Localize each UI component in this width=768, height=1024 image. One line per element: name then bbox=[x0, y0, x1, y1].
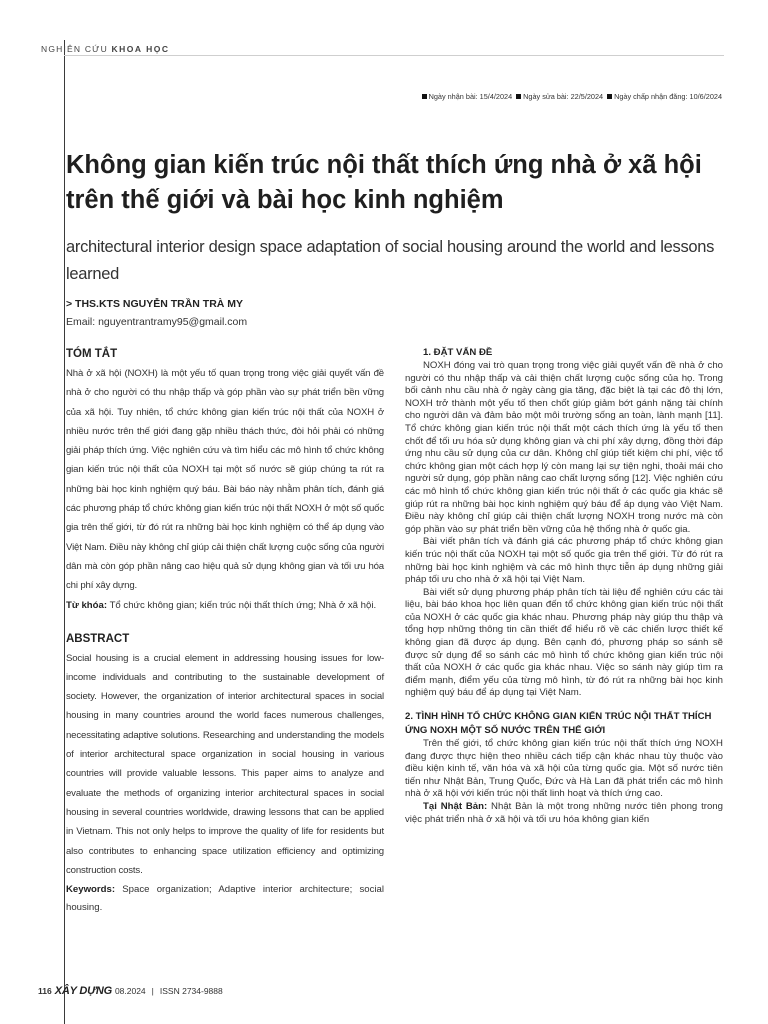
section-label-bold: KHOA HỌC bbox=[111, 44, 170, 54]
issn: ISSN 2734-9888 bbox=[159, 986, 223, 996]
right-column bbox=[405, 346, 723, 826]
header-rule bbox=[64, 55, 724, 56]
abstract-text: Social housing is a crucial element in addressing housing issues for low-income individuals and contributing to the sustainable development of society. However, the organization of interior architectural spaces in social housing in many countries around the world faces numerous challenges, necessitating adaptive solutions. Researching and understanding the models of interior architectural space organization in social housing in various countries will provide valuable lessons. This paper aims to analyze and evaluate the methods of organizing interior architectural spaces in social housing in several countries worldwide, drawing lessons that can be applied in Vietnam. This not only helps to improve the quality of life for residents but also contributes to enhancing space utilization efficiency and optimizing construction costs. bbox=[66, 652, 384, 876]
section-1-heading: 1. ĐẶT VẤN ĐỀ bbox=[423, 347, 493, 358]
section-2-paragraph bbox=[405, 801, 723, 826]
bullet-square-icon bbox=[607, 94, 612, 99]
section-1-paragraph: NOXH đóng vai trò quan trọng trong việc giải quyết vấn đề nhà ở cho người có thu nhập thấp và cải thiện chất lượng cuộc sống của họ. Trong bối cảnh nhu cầu nhà ở ngày càng gia tăng, đặc biệt là tại các đô thị lớn, NOXH trở thành một yếu tố then chốt giúp giảm bớt gánh nặng tài chính cho người dân và đảm bảo một môi trường sống an toàn, lành mạnh [11]. Tổ chức không gian kiến trúc nội thất một cách thích ứng là yếu tố then chốt để tối ưu hóa sử dụng không gian và chi phí xây dựng, đồng thời đáp ứng nhu cầu sử dụng của cư dân. Không chỉ giúp tiết kiệm chi phí, việc tổ chức không gian một cách hợp lý còn mang lại sự tiện nghi, thoải mái cho người sử dụng, góp phần nâng cao chất lượng sống [12]. Việc nghiên cứu các mô hình tổ chức không gian kiến trúc nội thất ở các quốc gia khác sẽ giúp rút ra những bài học kinh nghiệm quý báu để áp dụng vào Việt Nam. Điều này không chỉ giúp cải thiện chất lượng NOXH trong nước mà còn góp phần vào sự phát triển bền vững của hệ thống nhà ở quốc gia. bbox=[405, 360, 723, 535]
section-1-paragraph: Bài viết phân tích và đánh giá các phương pháp tổ chức không gian kiến trúc nội thất của NOXH tại một số quốc gia trên thế giới. Từ đó rút ra những bài học kinh nghiệm và các mô hình thực tiễn áp dụng những giải pháp tối ưu cho nhà ở xã hội tại Việt Nam. bbox=[405, 536, 723, 586]
article-title: Không gian kiến trúc nội thất thích ứng nhà ở xã hội trên thế giới và bài học kinh nghiệm bbox=[66, 151, 702, 214]
author-email: Email: nguyentrantramy95@gmail.com bbox=[66, 316, 248, 328]
keywords-vi bbox=[66, 597, 384, 615]
left-column bbox=[66, 348, 384, 917]
bullet-square-icon bbox=[516, 94, 521, 99]
keywords-vi-label: Từ khóa: bbox=[66, 599, 108, 611]
author-name: > THS.KTS NGUYỄN TRẦN TRÀ MY bbox=[66, 298, 244, 310]
margin-rule bbox=[64, 40, 65, 1024]
article-subtitle: architectural interior design space adaptation of social housing around the world and lessons learned bbox=[66, 238, 715, 283]
section-label bbox=[41, 44, 170, 54]
bullet-square-icon bbox=[422, 94, 427, 99]
section-label-light: NGHIÊN CỨU bbox=[41, 44, 108, 54]
summary-text: Nhà ở xã hội (NOXH) là một yếu tố quan trọng trong việc giải quyết vấn đề nhà ở cho người có thu nhập thấp và góp phần vào sự phát triển bền vững của xã hội. Tuy nhiên, tổ chức không gian kiến trúc nội thất của NOXH ở nhiều nước trên thế giới đang gặp nhiều thách thức, đòi hỏi phải có những giải pháp thích ứng. Việc nghiên cứu và tìm hiểu các mô hình tổ chức không gian kiến trúc nội thất của NOXH tại một số nước sẽ giúp chúng ta rút ra những bài học kinh nghiệm quý báu. Bài báo này nhằm phân tích, đánh giá các phương pháp tổ chức không gian kiến trúc nội thất NOXH ở một số quốc gia trên thế giới, từ đó rút ra những bài học kinh nghiệm có thể áp dụng vào Việt Nam. Điều này không chỉ giúp cải thiện chất lượng cuộc sống của người dân mà còn góp phần nâng cao hiệu quả sử dụng không gian và tối ưu hóa chi phí xây dựng. bbox=[66, 368, 384, 592]
page-number: 116 bbox=[38, 986, 52, 996]
section-1-paragraph: Bài viết sử dụng phương pháp phân tích tài liệu để nghiên cứu các tài liệu, bài báo khoa học liên quan đến tổ chức không gian kiến trúc nội thất của NOXH ở các quốc gia khác nhau. Phương pháp này giúp thu thập và tổng hợp những thông tin cần thiết để hiểu rõ về các chiến lược thiết kế không gian đã được áp dụng. Bên cạnh đó, phương pháp so sánh sẽ được sử dụng để so sánh các mô hình tổ chức không gian kiến trúc nội thất của NOXH ở các quốc gia khác nhau. Việc so sánh này giúp tìm ra điểm mạnh, điểm yếu của từng mô hình, từ đó rút ra những bài học kinh nghiệm quý báu để áp dụng tại Việt Nam. bbox=[405, 586, 723, 699]
date-accepted: Ngày chấp nhận đăng: 10/6/2024 bbox=[607, 92, 722, 101]
submission-dates bbox=[422, 92, 722, 101]
section-2-paragraph: Trên thế giới, tổ chức không gian kiến trúc nội thất thích ứng NOXH đang được thực hiện theo nhiều cách tiếp cận khác nhau tùy thuộc vào điều kiện kinh tế, văn hóa và xã hội của từng quốc gia. Một số nước tiên tiến như Nhật Bản, Trung Quốc, Đức và Hà Lan đã phát triển các mô hình nhà ở xã hội với kiến trúc nội thất linh hoạt và thích ứng cao. bbox=[405, 738, 723, 800]
magazine-logo: XÂY DỰNG bbox=[54, 985, 112, 997]
keywords-en bbox=[66, 881, 384, 917]
summary-heading: TÓM TẮT bbox=[66, 348, 118, 360]
keywords-en-label: Keywords: bbox=[66, 884, 116, 896]
japan-label: Tại Nhật Bản: bbox=[423, 801, 488, 812]
abstract-block bbox=[66, 633, 384, 918]
section-2-heading: 2. TÌNH HÌNH TỔ CHỨC KHÔNG GIAN KIẾN TRÚC NỘI THẤT THÍCH ỨNG NOXH MỘT SỐ NƯỚC TRÊN THẾ GIỚI bbox=[405, 711, 712, 737]
footer-separator: | bbox=[151, 986, 154, 996]
date-revised: Ngày sửa bài: 22/5/2024 bbox=[516, 92, 603, 101]
keywords-en-text: Space organization; Adaptive interior architecture; social housing. bbox=[66, 884, 384, 914]
keywords-vi-text: Tổ chức không gian; kiến trúc nội thất thích ứng; Nhà ở xã hội. bbox=[109, 599, 377, 611]
page-footer bbox=[38, 985, 223, 997]
issue-date: 08.2024 bbox=[114, 986, 146, 996]
date-received: Ngày nhận bài: 15/4/2024 bbox=[422, 92, 513, 101]
abstract-heading: ABSTRACT bbox=[66, 632, 130, 645]
japan-text: Nhật Bản là một trong những nước tiên phong trong việc phát triển nhà ở xã hội và tối ưu hóa không gian kiến bbox=[405, 801, 723, 825]
